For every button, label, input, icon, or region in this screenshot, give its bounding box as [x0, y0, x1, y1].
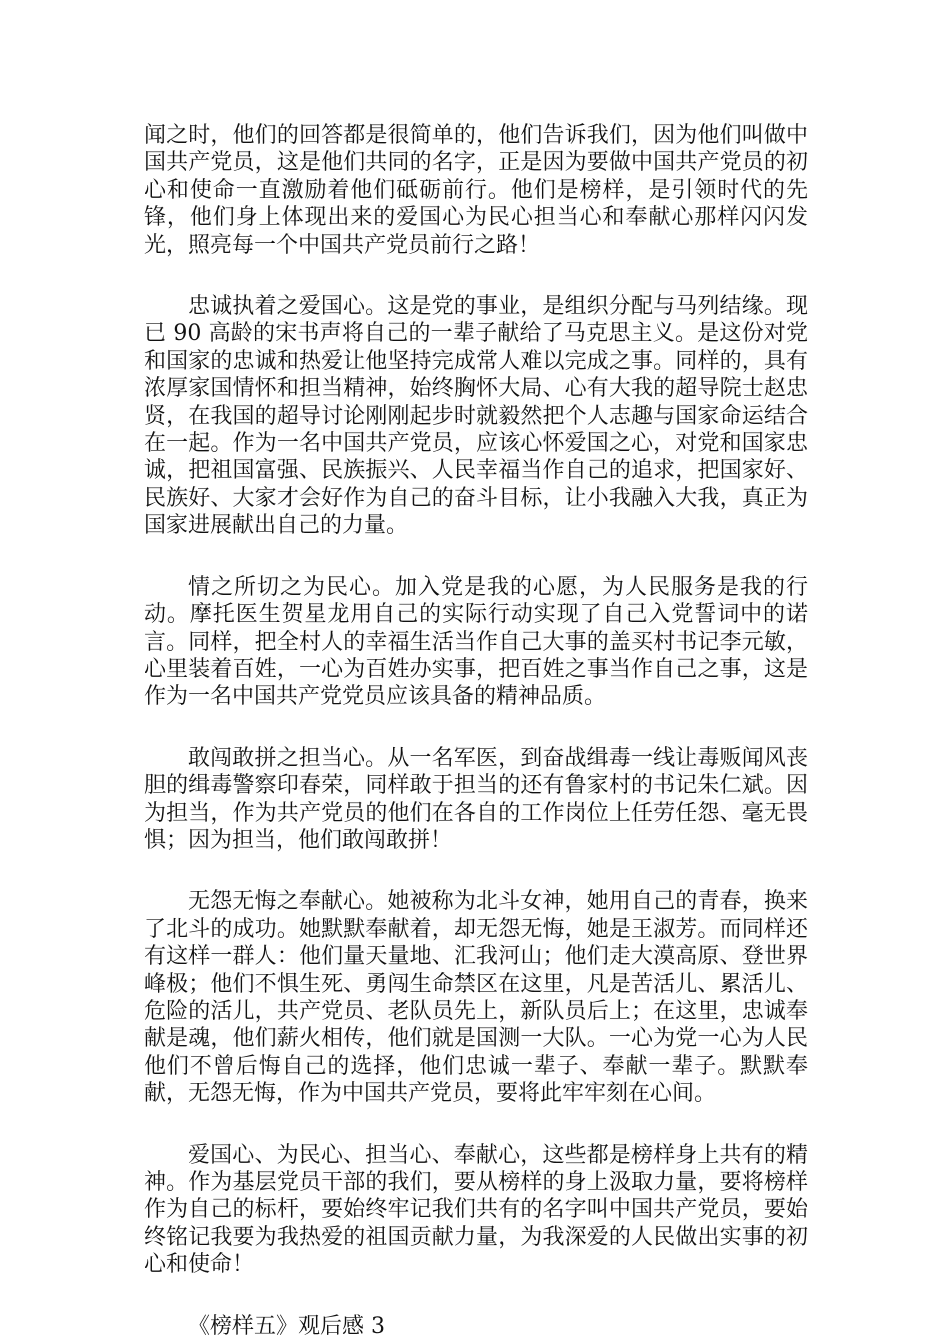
- paragraph-patriotism: 忠诚执着之爱国心。这是党的事业，是组织分配与马列结缘。现已 90 高龄的宋书声将自己的一辈子献给了马克思主义。是这份对党和国家的忠诚和热爱让他坚持完成常人难以完成之事。同样的，具有浓厚家国情怀和担当精神，始终胸怀大局、心有大我的超导院士赵忠贤，在我国的超导讨论刚刚起步时就毅然把个人志趣与国家命运结合在一起。作为一名中国共产党员，应该心怀爱国之心，对党和国家忠诚，把祖国富强、民族振兴、人民幸福当作自己的追求，把国家好、民族好、大家才会好作为自己的奋斗目标，让小我融入大我，真正为国家进展献出自己的力量。: [144, 294, 808, 539]
- paragraph-conclusion: 爱国心、为民心、担当心、奉献心，这些都是榜样身上共有的精神。作为基层党员干部的我们，要从榜样的身上汲取力量，要将榜样作为自己的标杆，要始终牢记我们共有的名字叫中国共产党员，要始终铭记我要为我热爱的祖国贡献力量，为我深爱的人民做出实事的初心和使命！: [144, 1142, 808, 1278]
- paragraph-dedication: 无怨无悔之奉献心。她被称为北斗女神，她用自己的青春，换来了北斗的成功。她默默奉献着，却无怨无悔，她是王淑芳。而同样还有这样一群人：他们量天量地、汇我河山；他们走大漠高原、登世界峰极；他们不惧生死、勇闯生命禁区在这里，凡是苦活儿、累活儿、危险的活儿，共产党员、老队员先上，新队员后上；在这里，忠诚奉献是魂，他们薪火相传，他们就是国测一大队。一心为党一心为人民他们不曾后悔自己的选择，他们忠诚一辈子、奉献一辈子。默默奉献，无怨无悔，作为中国共产党员，要将此牢牢刻在心间。: [144, 889, 808, 1107]
- section-heading: 《榜样五》观后感 3: [188, 1313, 385, 1339]
- paragraph-responsibility: 敢闯敢拼之担当心。从一名军医，到奋战缉毒一线让毒贩闻风丧胆的缉毒警察印春荣，同样敢于担当的还有鲁家村的书记朱仁斌。因为担当，作为共产党员的他们在各自的工作岗位上任劳任怨、毫无畏惧；因为担当，他们敢闯敢拼！: [144, 745, 808, 853]
- paragraph-intro-continuation: 闻之时，他们的回答都是很简单的，他们告诉我们，因为他们叫做中国共产党员，这是他们共同的名字，正是因为要做中国共产党员的初心和使命一直激励着他们砥砺前行。他们是榜样，是引领时代的先锋，他们身上体现出来的爱国心为民心担当心和奉献心那样闪闪发光，照亮每一个中国共产党员前行之路！: [144, 123, 808, 258]
- paragraph-serving-people: 情之所切之为民心。加入党是我的心愿，为人民服务是我的行动。摩托医生贺星龙用自己的实际行动实现了自己入党誓词中的诺言。同样，把全村人的幸福生活当作自己大事的盖买村书记李元敏，心里装着百姓，一心为百姓办实事，把百姓之事当作自己之事，这是作为一名中国共产党党员应该具备的精神品质。: [144, 574, 808, 710]
- document-body: [144, 122, 808, 1340]
